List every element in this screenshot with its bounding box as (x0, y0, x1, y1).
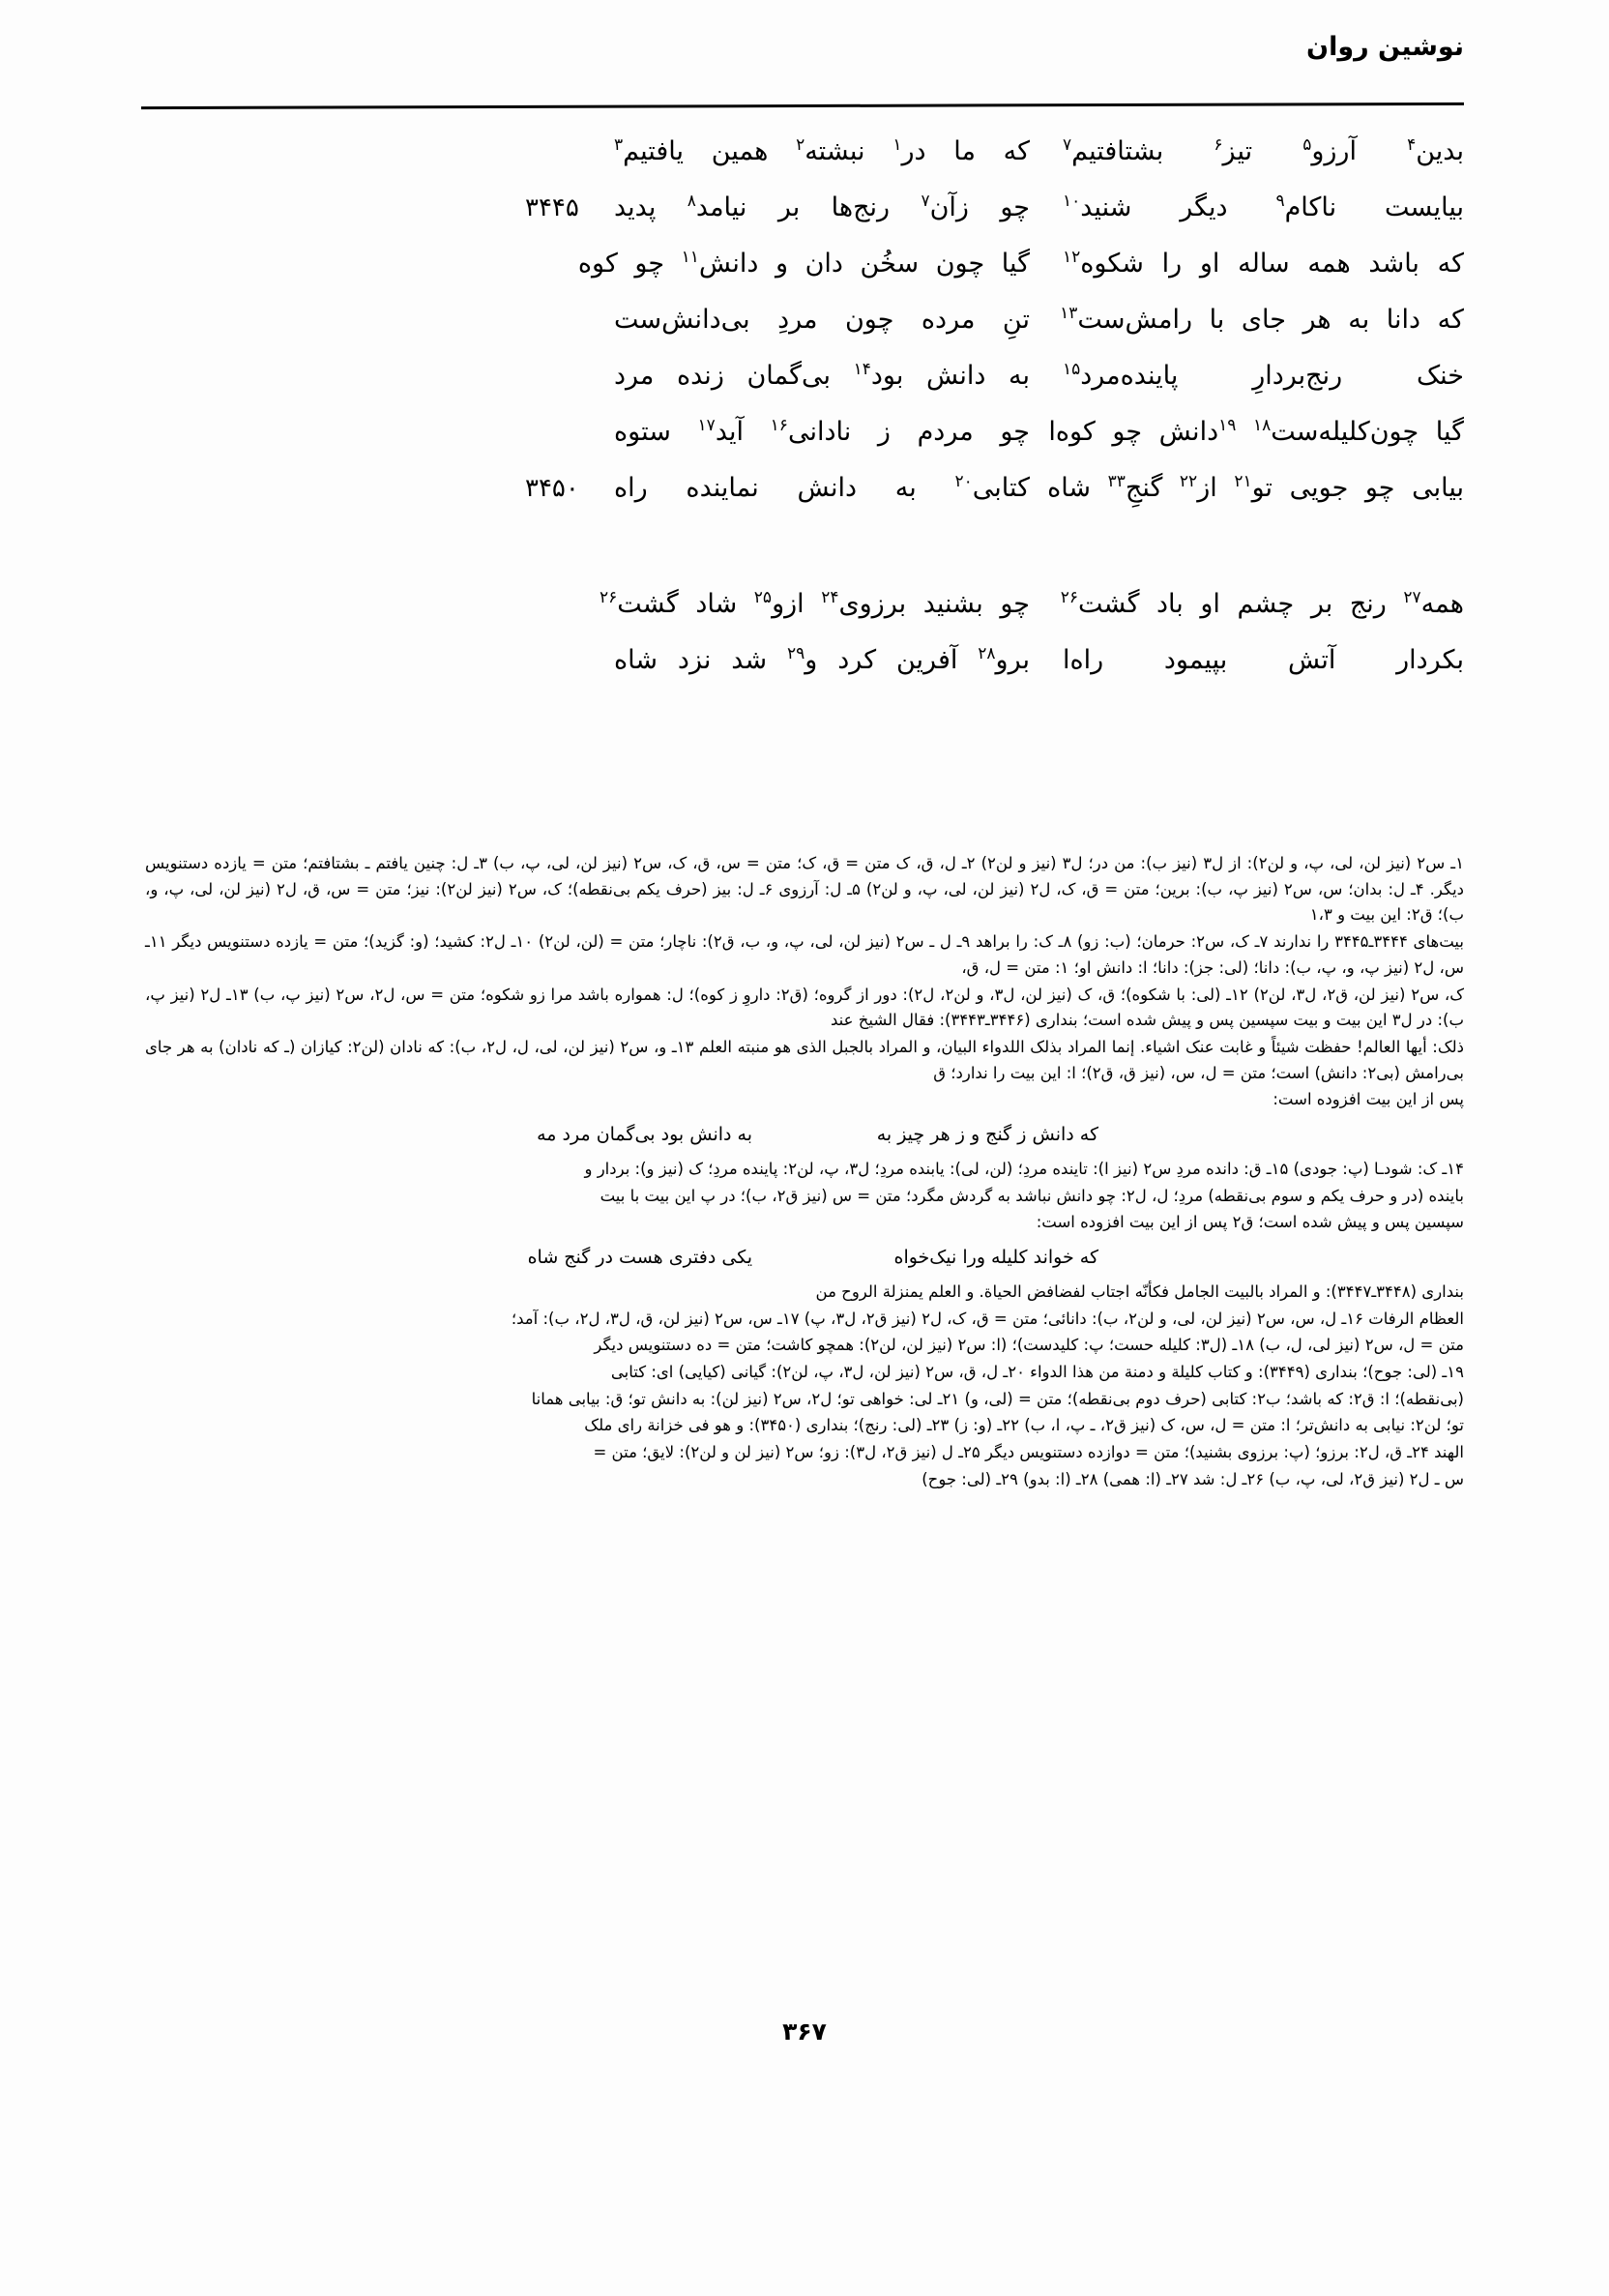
apparatus-notes-group-1 (145, 851, 1464, 1113)
hemistich-second: که باشد همه ساله او را شکوه$^{۱۲}$ (1063, 248, 1464, 279)
verse-number: ۳۴۴۵ (525, 193, 579, 222)
hemistich-first: گیا چون سخُن دان و دانش$^{۱۱}$ چو کوه (577, 248, 1030, 279)
hemistich-first: چو زآن$^۷$ رنج‌ها بر نیامد$^۸$ پدید (614, 191, 1030, 222)
apparatus-note-line: (بی‌نقطه)؛ ا: ق۲: که باشد؛ ب۲: کتابی (حرف دوم بی‌نقطه)؛ متن = (لی، و) ۲۱ـ لی: خواهی تو؛ ل۲، س۲ (نیز لن): به دانش تو؛ ق: بیابی همانا (531, 1389, 1464, 1408)
apparatus-note-line: ذلک: أیها العالم! حفظت شیئاً و غابت عنک اشیاء. إنما المراد بذلک اللدواء البیان، و المراد بالجبل الذی هو منبته العلم ۱۳ـ و، س۲ (نیز لن، لی، ل، ل۲، ب): که نادان (لن۲: کیازان (ـ که نادان) به هر جای بی‌رامش (بی۲: دانش) است؛ متن = ل، س، (نیز ق، ق۲)؛ ا: این بیت را ندارد؛ ق (145, 1038, 1464, 1082)
apparatus-note-line: ۱۹ـ (لی: جوح)؛ بنداری (۳۴۴۹): و کتاب کلیلة و دمنة من هذا الدواء ۲۰ـ ل، ق، س۲ (نیز لن، ل۳، پ، لن۲): گیانی (کیایی) ای: کتابی (610, 1363, 1464, 1382)
hemistich-second: بیایست ناکام$^۹$ دیگر شنید$^{۱۰}$ (1063, 191, 1465, 222)
apparatus-note-line: باینده (در و حرف یکم و سوم بی‌نقطه) مردِ؛ ل، ل۲: چو دانش نباشد به گردش مگرد؛ متن = س (نیز ق۲، ب)؛ در پ این بیت با بیت (600, 1186, 1464, 1205)
verse-couplet (145, 135, 1464, 191)
hemistich-second: که دانا به هر جای با رامش‌ست$^{۱۳}$ (1060, 304, 1464, 335)
quoted-verse-two (145, 1243, 1464, 1273)
hemistich-first: به دانش بود$^{۱۴}$ بی‌گمان زنده مرد (614, 360, 1030, 391)
hemistich-first: تنِ مرده چون مردِ بی‌دانش‌ست (614, 305, 1030, 335)
hemistich-second: بدین$^۴$ آرزو$^۵$ تیز$^۶$ بشتافتیم$^۷$ (1063, 135, 1464, 166)
apparatus-note-line: متن = ل، س۲ (نیز لی، ل، ب) ۱۸ـ (ل۳: کلیله حست؛ پ: کلیدست)؛ (ا: س۲ (نیز لن، لن۲): همچو کاشت؛ متن = ده دستنویس دیگر (594, 1336, 1464, 1355)
header-divider-rule (141, 103, 1464, 109)
apparatus-notes-group-3 (145, 1280, 1464, 1493)
hemistich-second: خنک رنج‌بردارِ پاینده‌مرد$^{۱۵}$ (1063, 360, 1464, 391)
apparatus-note-line: س ـ ل۲ (نیز ق۲، لی، پ، ب) ۲۶ـ ل: شد ۲۷ـ (ا: همی) ۲۸ـ (ا: بدو) ۲۹ـ (لی: جوح) (922, 1469, 1464, 1488)
hemistich-second: بکردار آتش بپیمود راه‌ا (1063, 645, 1464, 675)
verse-couplet (145, 248, 1464, 304)
quoted-hemistich-second: که خواند کلیله ورا نیک‌خواه (893, 1247, 1098, 1269)
verse-couplet (145, 644, 1464, 700)
apparatus-notes-group-2 (145, 1157, 1464, 1236)
folio-page-number: ۳۶۷ (782, 2017, 827, 2046)
hemistich-second: همه$^{۲۷}$ رنج بر چشم او باد گشت$^{۲۶}$ (1060, 588, 1464, 619)
apparatus-note-line: بنداری (۳۴۴۸ـ۳۴۴۷): و المراد بالبیت الجامل فکأنّه اجتاب لفضافض الحیاة. و العلم یمنزلة الروح من (815, 1281, 1464, 1301)
apparatus-note-line: ۱ـ س۲ (نیز لن، لی، پ، و لن۲): از ل۳ (نیز ب): من در؛ ل۳ (نیز و لن۲) ۲ـ ل، ق، ک متن = ق، ک؛ متن = س، ق، ک، س۲ (نیز لن، لی، پ، ب) ۳ـ ل: چنین یافتم ـ بشتافتم؛ متن = یازده دستنویس دیگر. ۴ـ ل: بدان؛ س، س۲ (نیز پ، ب): برین؛ متن = ق، ک، ل۲ (نیز لن، لی، پ، و لن۲) ۵ـ ل: آرزوی ۶ـ ل: بیز (حرف یکم بی‌نقطه)؛ ک، س۲ (نیز لن۲): نیز؛ متن = س، ق، ل۲ (نیز لن، لی، پ، و، ب)؛ ق۲: این بیت و ۱،۳ (145, 854, 1465, 925)
hemistich-first: چو بشنید برزوی$^{۲۴}$ ازو$^{۲۵}$ شاد گشت$^{۲۶}$ (600, 588, 1030, 619)
apparatus-note-line: سپسین پس و پیش شده است؛ ق۲ پس از این بیت افزوده است: (1036, 1213, 1464, 1232)
quoted-hemistich-first: یکی دفتری هست در گنج شاه (527, 1247, 752, 1269)
hemistich-first: برو$^{۲۸}$ آفرین کرد و$^{۲۹}$ شد نزد شاه (614, 644, 1030, 675)
apparatus-note-line: بیت‌های ۳۴۴۴ـ۳۴۴۵ را ندارند ۷ـ ک، س۲: حرمان؛ (ب: زو) ۸ـ ک: را براهد ۹ـ ل ـ س۲ (نیز لن، لی، پ، و، ب، ق۲): ناچار؛ متن = (لن، لن۲) ۱۰ـ ل۲: کشید؛ (و: گزید)؛ متن = یازده دستنویس دیگر ۱۱ـ س، ل۲ (نیز پ، و، پ، ب): دانا؛ (لی: جز): دانا؛ ا: دانش او؛ ۱: متن = ل، ق، (145, 932, 1464, 977)
hemistich-second: بیابی چو جویی تو$^{۲۱}$ از$^{۲۲}$ گنجِ$^{۳۳}$ شاه (1047, 472, 1464, 503)
apparatus-note-line: العظام الرفات ۱۶ـ ل، س، س۲ (نیز لن، لی، و لن۲، ب): دانائی؛ متن = ق، ک، ل۲ (نیز ق۲، ل۳، پ) ۱۷ـ س، س۲ (نیز لن، ق، ل۳، ل۲، ب): آمد؛ (511, 1309, 1464, 1328)
verse-block (145, 135, 1464, 700)
hemistich-first: چو مردم ز نادانی$^{۱۶}$ آید$^{۱۷}$ ستوه (614, 416, 1031, 447)
verse-couplet (145, 472, 1464, 528)
apparatus-note-line: ۱۴ـ ک: شودـا (پ: جودی) ۱۵ـ ق: دانده مردِ س۲ (نیز ا): تاینده مردِ؛ (لن، لی): یابنده مردِ؛ ل۳، پ، لن۲: پاینده مردِ؛ ک (نیز و): بردار و (584, 1159, 1464, 1178)
verse-couplet (145, 360, 1464, 416)
verse-couplet (145, 191, 1464, 248)
apparatus-note-line: ک، س۲ (نیز لن، ق۲، ل۳، لن۲) ۱۲ـ (لی: با شکوه)؛ ق، ک (نیز لن، ل۳، و لن۲، ل۲): دور از گروه؛ (ق۲: داروِ ز کوه)؛ ل: همواره باشد مرا زو شکوه؛ متن = س، ل۲، س۲ (نیز پ، ب) ۱۳ـ ل۲ (نیز پ، ب): در ل۳ این بیت و بیت سپسین پس و پیش شده است؛ بنداری (۳۴۴۶ـ۳۴۴۳): فقال الشیخ عند (145, 985, 1465, 1030)
hemistich-first: که ما در$^۱$ نبشته$^۲$ همین یافتیم$^۳$ (614, 135, 1030, 166)
critical-apparatus (145, 851, 1464, 1494)
apparatus-note-line: پس از این بیت افزوده است: (1273, 1090, 1464, 1109)
running-head-container (145, 33, 1464, 85)
verse-couplet (145, 416, 1464, 472)
quoted-hemistich-second: که دانش ز گنج و ز هر چیز به (876, 1124, 1098, 1146)
verse-couplet (145, 304, 1464, 360)
apparatus-note-line: تو؛ لن۲: نیابی به دانش‌تر؛ ا: متن = ل، س، ک (نیز ق۲، ـ پ، ا، ب) ۲۲ـ (و: ز) ۲۳ـ (لی: رنج)؛ بنداری (۳۴۵۰): و هو فی خزانة رای ملک (584, 1416, 1464, 1435)
apparatus-note-line: الهند ۲۴ـ ق، ل۲: برزو؛ (پ: برزوی بشنید)؛ متن = دوازده دستنویس دیگر ۲۵ـ ل (نیز ق۲، ل۳): زو؛ س۲ (نیز لن و لن۲): لایق؛ متن = (593, 1443, 1464, 1462)
hemistich-second: گیا چون‌کلیله‌ست$^{۱۸}$ $^{۱۹}$دانش چو کوه‌ا (1048, 416, 1464, 447)
verse-couplet (145, 588, 1464, 644)
hemistich-first: کتابی$^{۲۰}$ به دانش نماینده راه (614, 472, 1030, 503)
quoted-verse-one (145, 1120, 1464, 1150)
quoted-hemistich-first: به دانش بود بی‌گمان مرد مه (537, 1124, 752, 1146)
running-head-title: نوشین روان (1306, 32, 1464, 62)
verse-number: ۳۴۵۰ (525, 474, 579, 503)
